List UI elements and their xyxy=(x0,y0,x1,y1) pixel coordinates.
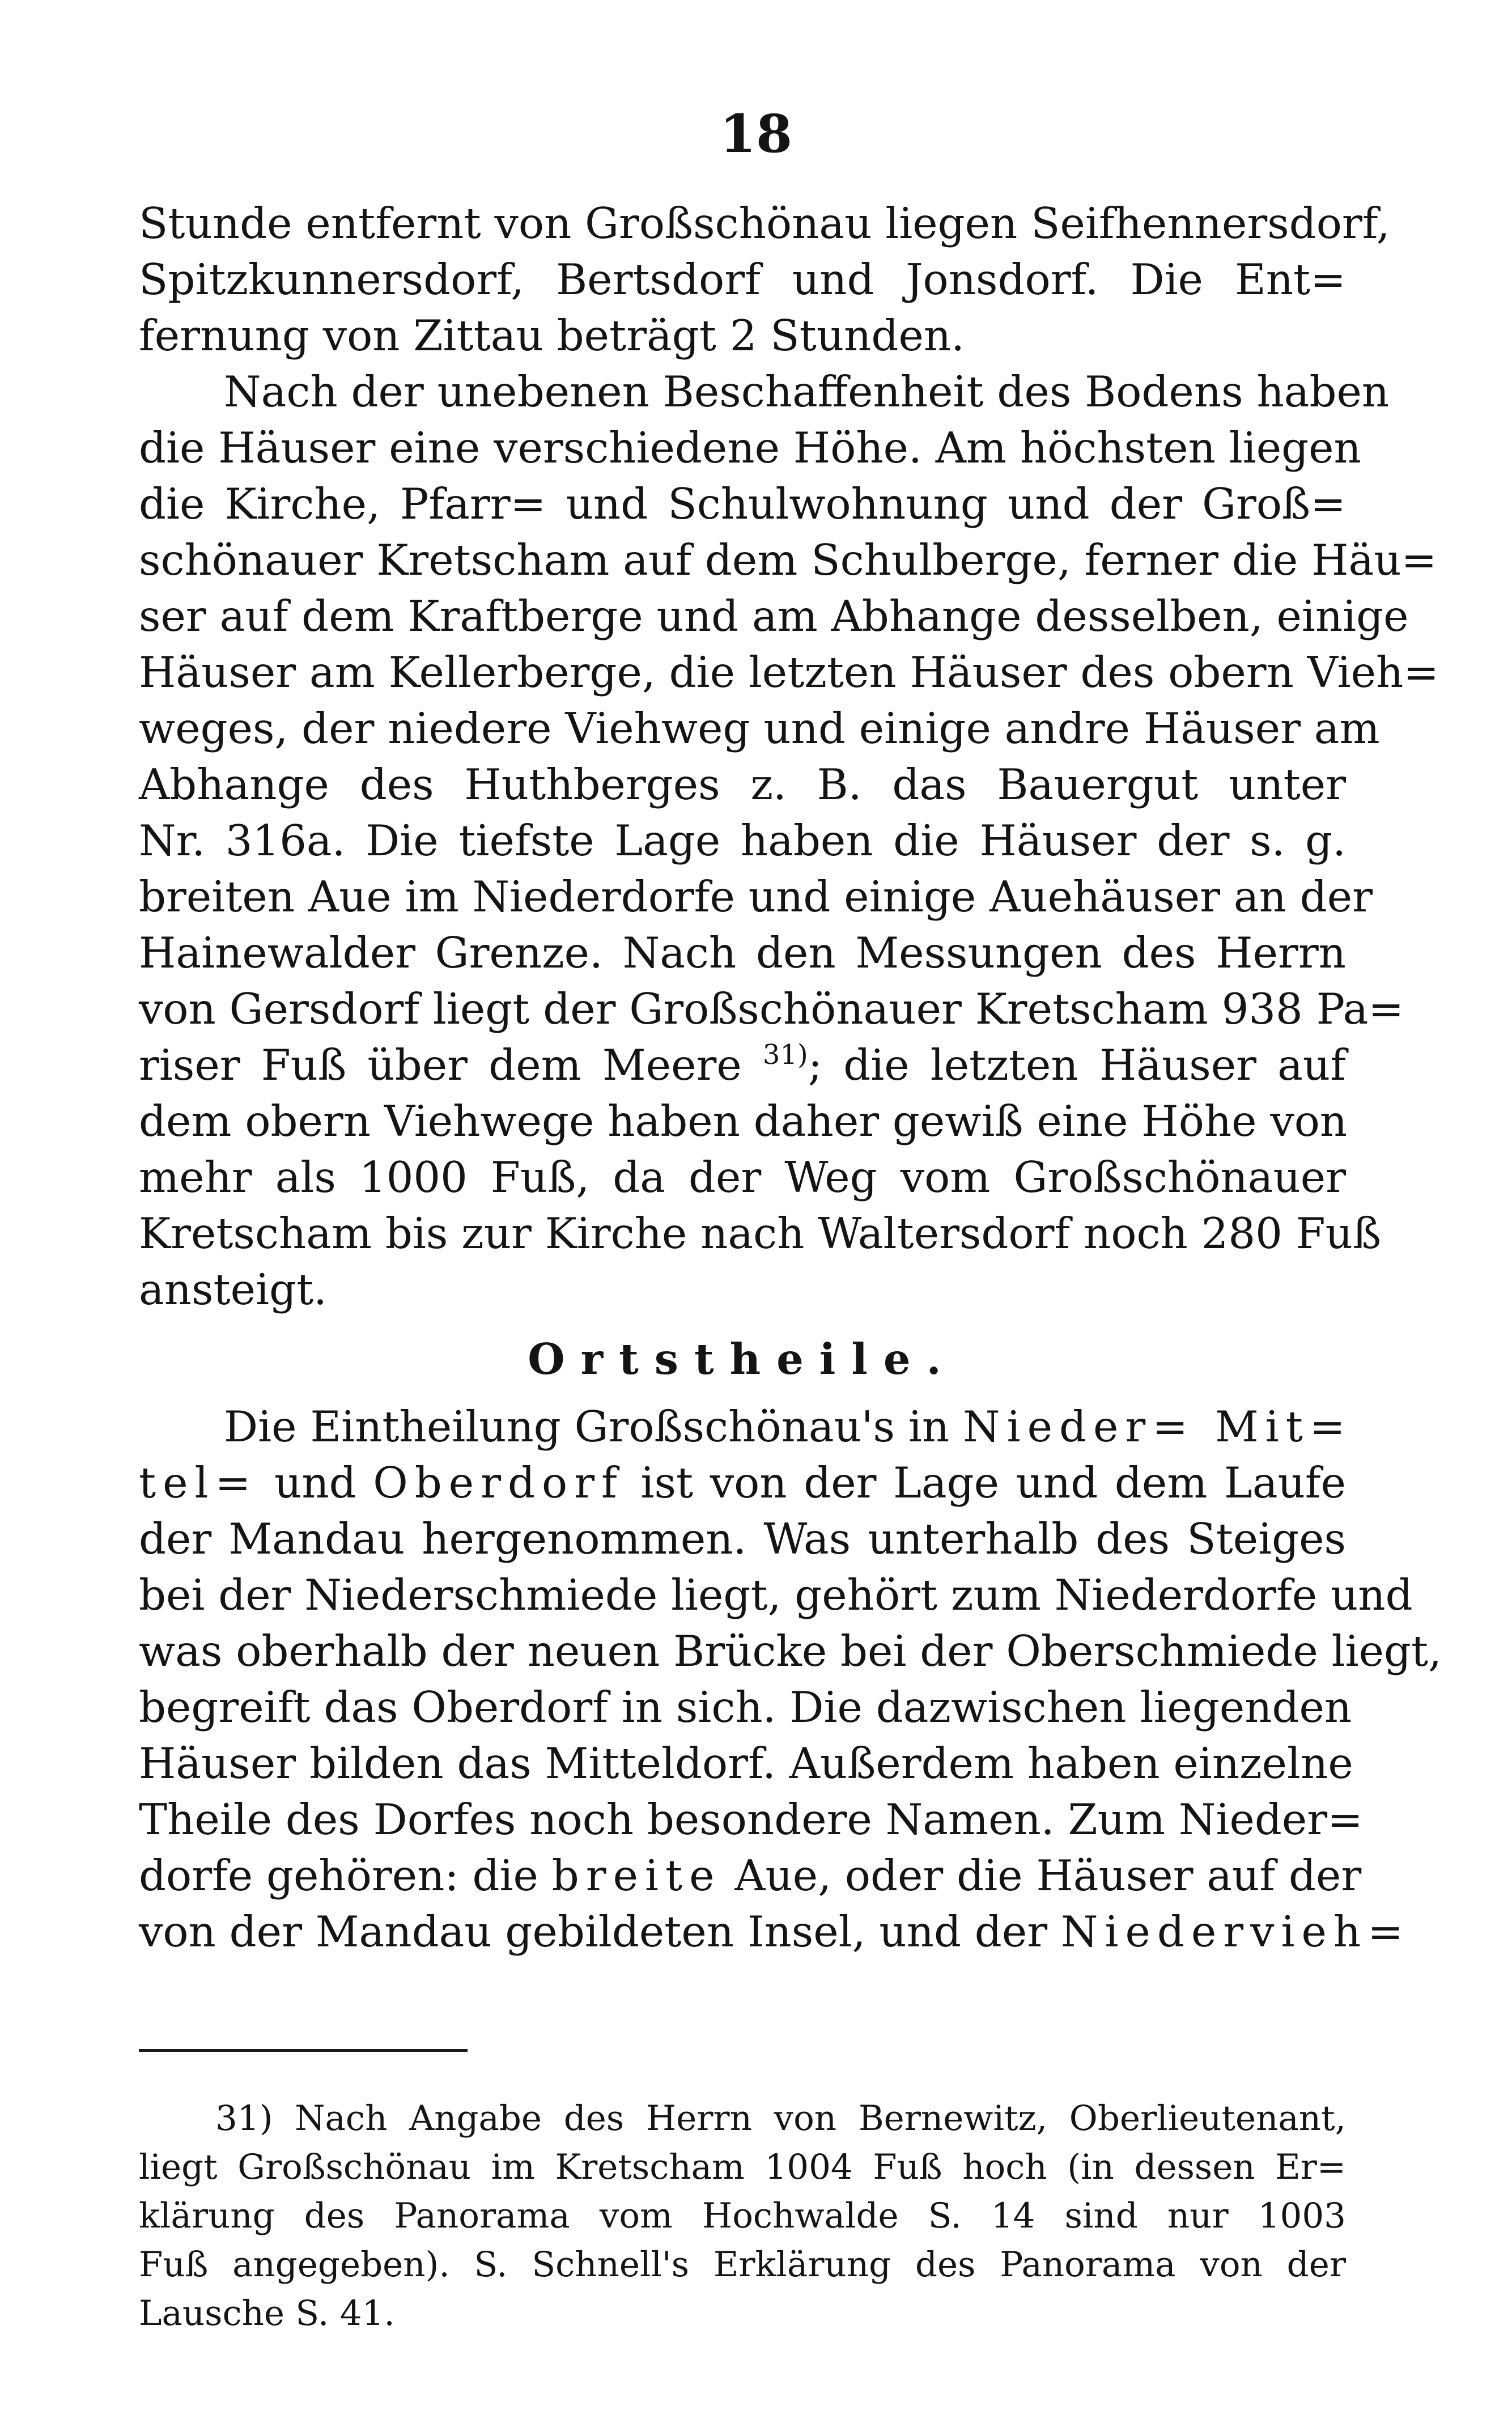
footnote-block xyxy=(139,2094,1346,2338)
footnote-line: klärung des Panorama vom Hochwalde S. 14 sind nur 1003 xyxy=(139,2196,1346,2236)
text-line: breiten Aue im Niederdorfe und einige Auehäuser an der xyxy=(139,872,1373,922)
main-text xyxy=(139,196,1442,1960)
emphasized-word: Nieder= Mit= xyxy=(963,1402,1352,1452)
text-line: fernung von Zittau beträgt 2 Stunden. xyxy=(139,311,965,360)
text-line: mehr als 1000 Fuß, da der Weg vom Großschönauer xyxy=(139,1152,1346,1202)
emphasized-word: breite xyxy=(551,1851,721,1900)
text-line: der Mandau hergenommen. Was unterhalb des Steiges xyxy=(139,1514,1346,1564)
text-segment: dorfe gehören: die xyxy=(139,1851,538,1900)
text-line: schönauer Kretscham auf dem Schulberge, ferner die Häu= xyxy=(139,535,1437,585)
footnote-line: liegt Großschönau im Kretscham 1004 Fuß hoch (in dessen Er= xyxy=(139,2147,1346,2187)
text-line xyxy=(139,1455,1346,1511)
footnote-line: Lausche S. 41. xyxy=(139,2293,395,2333)
text-segment: ist von der Lage und dem Laufe xyxy=(640,1458,1347,1508)
text-line xyxy=(139,1904,1411,1960)
text-line xyxy=(139,1399,1352,1455)
text-line: was oberhalb der neuen Brücke bei der Oberschmiede liegt, xyxy=(139,1626,1442,1676)
text-line: Nach der unebenen Beschaffenheit des Bodens haben xyxy=(224,367,1390,417)
text-line: Häuser bilden das Mitteldorf. Außerdem haben einzelne xyxy=(139,1738,1353,1788)
footnote-line: Fuß angegeben). S. Schnell's Erklärung des Panorama von der xyxy=(139,2244,1346,2285)
text-line: ansteigt. xyxy=(139,1265,328,1314)
text-line: die Häuser eine verschiedene Höhe. Am höchsten liegen xyxy=(139,423,1361,473)
footnote-reference: 31) xyxy=(762,1039,808,1071)
text-line: von Gersdorf liegt der Großschönauer Kretscham 938 Pa= xyxy=(139,984,1404,1034)
footnote-line: 31) Nach Angabe des Herrn von Bernewitz, Oberlieutenant, xyxy=(215,2098,1346,2139)
emphasized-word: Oberdorf xyxy=(373,1458,624,1508)
text-line: bei der Niederschmiede liegt, gehört zum Niederdorfe und xyxy=(139,1570,1413,1620)
text-line: Kretscham bis zur Kirche nach Waltersdorf noch 280 Fuß xyxy=(139,1208,1382,1258)
text-segment: Die Eintheilung Großschönau's in xyxy=(224,1402,950,1452)
text-line: begreift das Oberdorf in sich. Die dazwischen liegenden xyxy=(139,1682,1352,1732)
page-number: 18 xyxy=(719,103,793,164)
section-heading: Ortstheile. xyxy=(528,1334,957,1384)
emphasized-word: tel= xyxy=(139,1458,258,1508)
text-line: Theile des Dorfes noch besondere Namen. Zum Nieder= xyxy=(139,1794,1363,1844)
text-line: Häuser am Kellerberge, die letzten Häuser des obern Vieh= xyxy=(139,647,1439,697)
text-line: dem obern Viehwege haben daher gewiß eine Höhe von xyxy=(139,1096,1348,1146)
text-line: weges, der niedere Viehweg und einige andre Häuser am xyxy=(139,703,1380,753)
text-line: Hainewalder Grenze. Nach den Messungen des Herrn xyxy=(139,928,1346,978)
text-segment: und xyxy=(274,1458,356,1508)
text-line: Nr. 316a. Die tiefste Lage haben die Häuser der s. g. xyxy=(139,816,1346,865)
footnote-divider xyxy=(139,2049,468,2052)
text-segment: ; die letzten Häuser auf xyxy=(808,1040,1346,1090)
text-line: ser auf dem Kraftberge und am Abhange desselben, einige xyxy=(139,591,1409,641)
text-segment: Aue, oder die Häuser auf der xyxy=(734,1851,1362,1900)
text-line xyxy=(139,1848,1362,1904)
text-segment: riser Fuß über dem Meere xyxy=(139,1040,742,1090)
text-line: Stunde entfernt von Großschönau liegen Seifhennersdorf, xyxy=(139,198,1390,248)
text-line: Abhange des Huthberges z. B. das Bauergut unter xyxy=(139,760,1346,809)
emphasized-word: Niedervieh= xyxy=(1060,1907,1411,1957)
text-line: Spitzkunnersdorf, Bertsdorf und Jonsdorf. Die Ent= xyxy=(139,254,1346,304)
text-segment: von der Mandau gebildeten Insel, und der xyxy=(139,1907,1048,1957)
text-line: die Kirche, Pfarr= und Schulwohnung und der Groß= xyxy=(139,479,1346,529)
text-line-with-footnote xyxy=(139,1037,1346,1093)
